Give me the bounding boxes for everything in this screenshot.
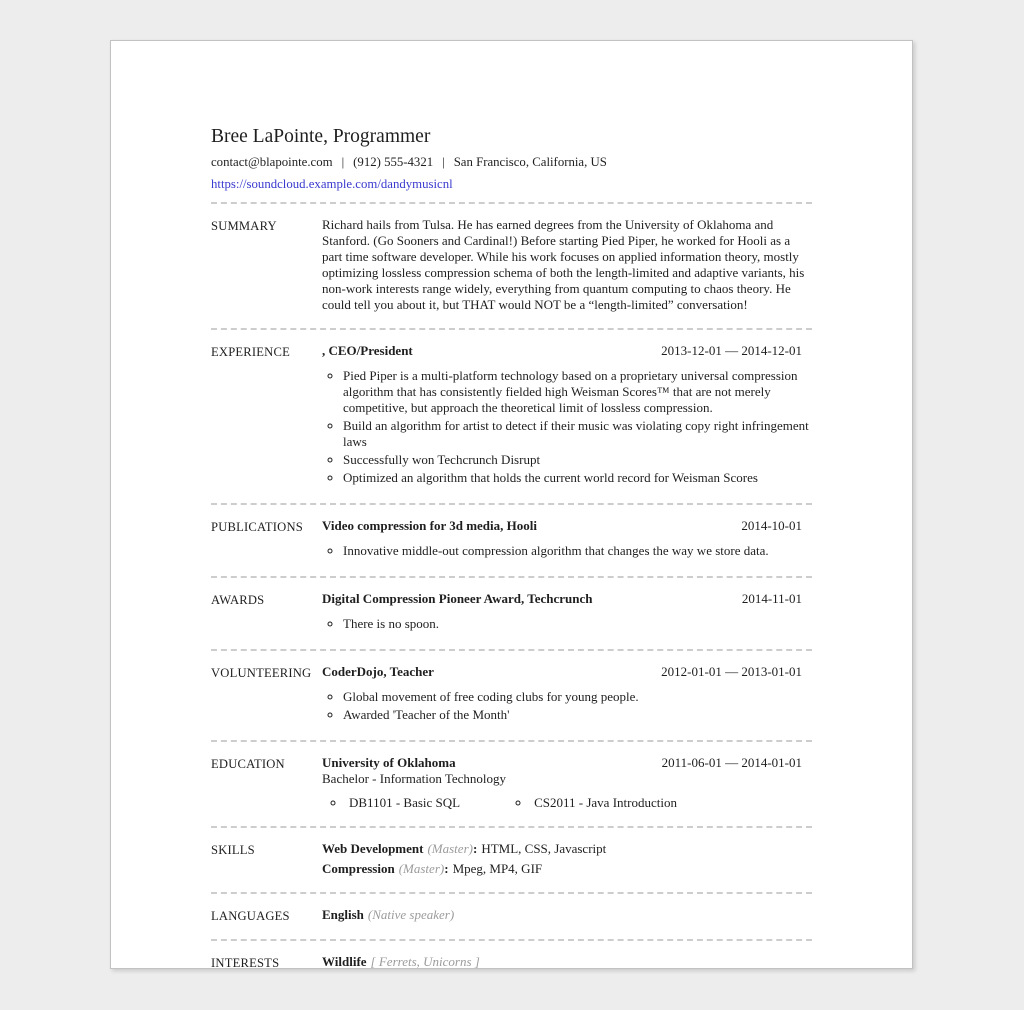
experience-bullet: ◦ Optimized an algorithm that holds the current world record for Weisman Scores — [343, 470, 812, 486]
section-experience — [211, 328, 812, 503]
award-title: Digital Compression Pioneer Award, Techcrunch — [322, 590, 593, 606]
award-bullet: ◦ There is no spoon. — [343, 616, 812, 632]
publication-bullet: ◦ Innovative middle-out compression algorithm that changes the way we store data. — [343, 543, 812, 559]
section-label-summary: SUMMARY — [211, 218, 277, 233]
publication-entry-header — [322, 518, 812, 534]
experience-bullet-list — [322, 368, 812, 486]
section-label-publications: PUBLICATIONS — [211, 519, 303, 534]
interest-keywords: [ Ferrets, Unicorns ] — [370, 953, 480, 969]
volunteering-title: CoderDojo, Teacher — [322, 663, 434, 679]
education-dates: 2011-06-01 — 2014-01-01 — [661, 754, 802, 770]
contact-separator: | — [341, 155, 345, 170]
education-degree: Bachelor - Information Technology — [322, 770, 507, 786]
resume-name: Bree LaPointe, Programmer — [211, 126, 431, 147]
section-skills — [211, 826, 812, 892]
section-label-skills: SKILLS — [211, 842, 255, 857]
contact-separator: | — [442, 155, 445, 170]
skill-level: (Master) — [398, 860, 445, 876]
volunteering-entry-header — [322, 664, 812, 680]
language-name: English — [322, 906, 364, 922]
publication-date: 2014-10-01 — [741, 517, 802, 533]
education-course: ◦ CS2011 - Java Introduction — [516, 795, 677, 811]
volunteering-dates: 2012-01-01 — 2013-01-01 — [661, 663, 802, 679]
website-link[interactable]: https://soundcloud.example.com/dandymusicnl — [211, 176, 453, 191]
contact-email: contact@blapointe.com — [211, 155, 333, 170]
skill-keywords: HTML, CSS, Javascript — [481, 840, 607, 856]
skill-colon: : — [444, 860, 449, 876]
section-label-experience: EXPERIENCE — [211, 344, 290, 359]
section-label-volunteering: VOLUNTEERING — [211, 665, 312, 680]
contact-location: San Francisco, California, US — [453, 155, 607, 170]
interest-name: Wildlife — [322, 953, 367, 969]
section-label-interests: INTERESTS — [211, 955, 280, 969]
experience-dates: 2013-12-01 — 2014-12-01 — [661, 342, 802, 358]
experience-title: , CEO/President — [322, 342, 413, 358]
section-publications — [211, 503, 812, 576]
section-languages — [211, 892, 812, 939]
contact-line — [211, 155, 812, 170]
award-date: 2014-11-01 — [741, 590, 802, 606]
section-label-awards: AWARDS — [211, 592, 265, 607]
experience-bullet: ◦ Build an algorithm for artist to detect if their music was violating copy right infringement laws — [343, 418, 812, 450]
section-interests — [211, 939, 812, 969]
education-course: ◦ DB1101 - Basic SQL — [331, 795, 460, 811]
experience-bullet: ◦ Successfully won Techcrunch Disrupt — [343, 452, 812, 468]
skill-item — [322, 841, 812, 857]
resume-sheet — [110, 40, 913, 969]
section-summary — [211, 202, 812, 328]
resume-header — [211, 125, 812, 202]
education-course-list — [322, 795, 812, 811]
skill-name: Web Development — [322, 840, 424, 856]
education-entry-header — [322, 755, 812, 771]
publication-title: Video compression for 3d media, Hooli — [322, 517, 537, 533]
publication-bullet-list — [322, 543, 812, 559]
section-volunteering — [211, 649, 812, 740]
volunteering-bullet: ◦ Global movement of free coding clubs for young people. — [343, 689, 812, 705]
skill-item — [322, 861, 812, 877]
volunteering-bullet: ◦ Awarded 'Teacher of the Month' — [343, 707, 812, 723]
section-awards — [211, 576, 812, 649]
summary-text: Richard hails from Tulsa. He has earned degrees from the University of Oklahoma and Stanford. (Go Sooners and Cardinal!) Before starting Pied Piper, he worked for Hooli as a part time software developer. While his work focuses on applied information theory, mostly optimizing lossless compression schema of both the length-limited and adaptive variants, his non-work interests range widely, everything from quantum computing to chaos theory. He could tell you about it, but THAT would NOT be a “length-limited” conversation! — [322, 216, 805, 312]
section-label-education: EDUCATION — [211, 756, 285, 771]
section-label-languages: LANGUAGES — [211, 908, 290, 923]
contact-phone: (912) 555-4321 — [353, 155, 434, 170]
volunteering-bullet-list — [322, 689, 812, 723]
award-bullet-list — [322, 616, 812, 632]
award-entry-header — [322, 591, 812, 607]
experience-bullet: ◦ Pied Piper is a multi-platform technology based on a proprietary universal compression algorithm that has consistently fielded high Weisman Scores™ that are not merely competitive, but approach the theoretical limit of lossless compression. — [343, 368, 812, 416]
skill-keywords: Mpeg, MP4, GIF — [452, 860, 543, 876]
experience-entry-header — [322, 343, 812, 359]
education-institution: University of Oklahoma — [322, 754, 456, 770]
skill-colon: : — [472, 840, 478, 856]
skill-level: (Master) — [427, 840, 473, 856]
skill-name: Compression — [322, 860, 395, 876]
section-education — [211, 740, 812, 826]
language-fluency: (Native speaker) — [367, 906, 455, 922]
